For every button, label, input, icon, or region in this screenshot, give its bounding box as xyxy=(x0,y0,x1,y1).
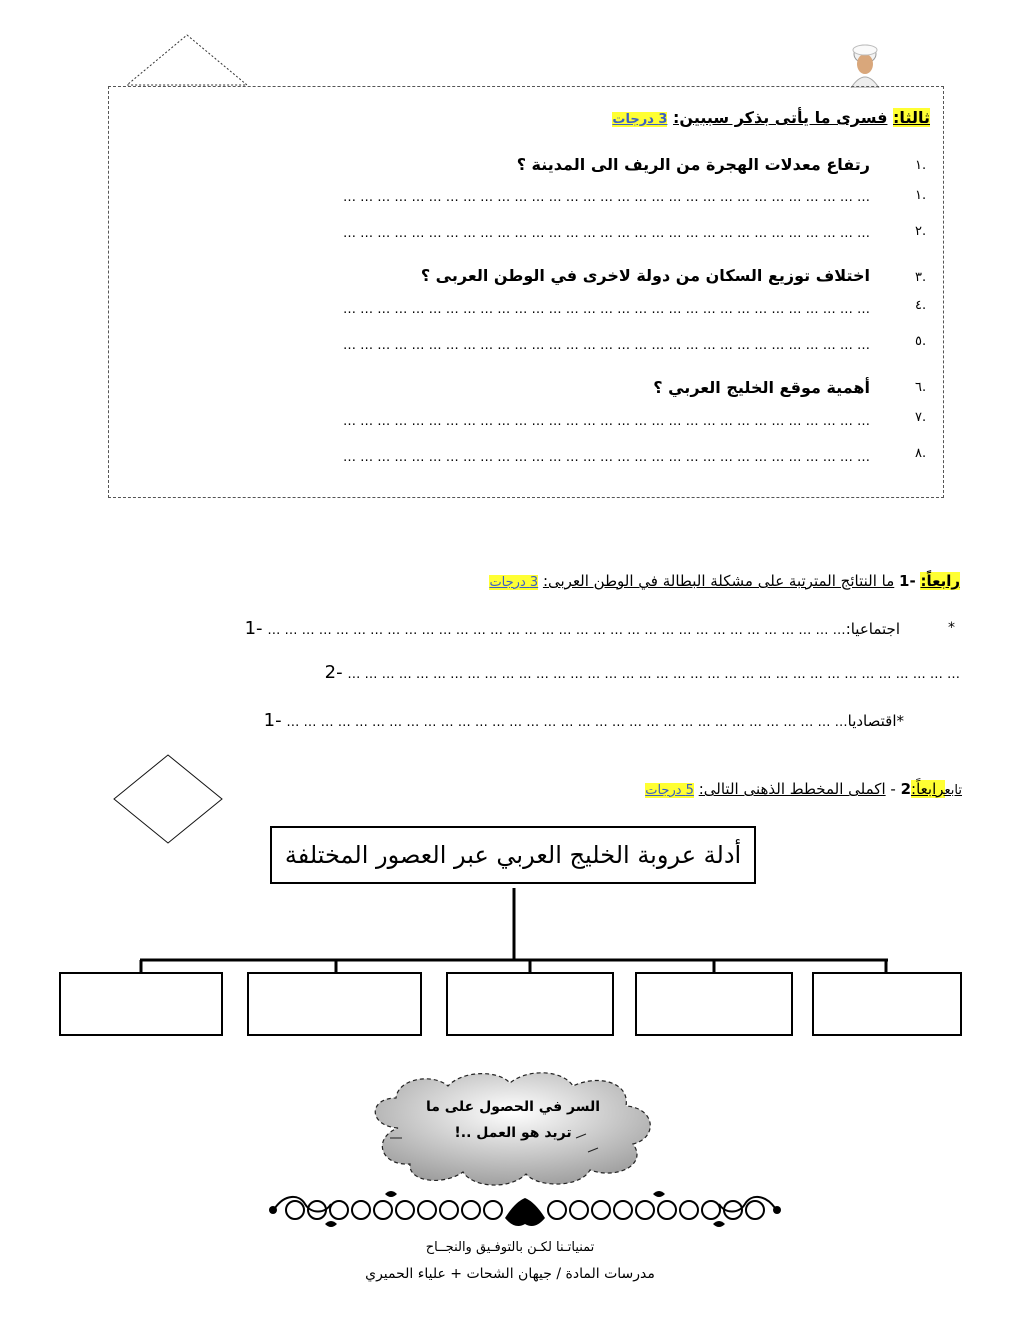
section4b-instruction: اكملى المخطط الذهنى التالى: xyxy=(698,780,886,798)
cloud-line-2: تريد هو العمل ..! xyxy=(454,1125,572,1141)
mindmap-answer-box[interactable] xyxy=(59,972,223,1036)
q1-text: رتفاع معدلات الهجرة من الريف الى المدينة ؟ xyxy=(516,155,870,174)
economic-label: *اقتصاديا xyxy=(847,712,904,730)
mindmap-answer-box[interactable] xyxy=(446,972,614,1036)
section4-qnum: -1 xyxy=(899,572,916,590)
section4-heading xyxy=(489,572,960,590)
answer-number: ٥. xyxy=(915,334,927,349)
section4b-label: رابعاً: xyxy=(911,780,945,798)
footer-line-1: تمنياتـنا لكـن بالتوفـيق والنجــاح xyxy=(425,1240,595,1255)
answer-line[interactable]: … … … … … … … … … … … … … … … … … … … … … … … … … … … … … … … xyxy=(343,414,870,429)
answer-line[interactable]: … … … … … … … … … … … … … … … … … … … … … … … … … … … … … … … … … xyxy=(286,715,848,730)
mindmap-title: أدلة عروبة الخليج العربي عبر العصور المختلفة xyxy=(284,841,742,869)
bullet-star: * xyxy=(948,620,955,636)
answer-line[interactable]: … … … … … … … … … … … … … … … … … … … … … … … … … … … … … … … xyxy=(343,190,870,205)
mindmap-answer-box[interactable] xyxy=(247,972,422,1036)
mindmap-answer-box[interactable] xyxy=(635,972,793,1036)
q2-text: اختلاف توزيع السكان من دولة لاخرى في الوطن العربى ؟ xyxy=(420,266,870,285)
answer-line[interactable]: … … … … … … … … … … … … … … … … … … … … … … … … … … … … … … … xyxy=(343,450,870,465)
ornament-divider xyxy=(265,1188,785,1234)
section3-label: ثالثا: xyxy=(893,108,930,127)
cloud-text xyxy=(418,1094,608,1146)
answer-number: ٧. xyxy=(915,410,927,425)
answer-line[interactable]: … … … … … … … … … … … … … … … … … … … … … … … … … … … … … … … … … … … … xyxy=(347,667,960,682)
answer-number: ٤. xyxy=(915,298,927,313)
section4-points: 3 درجات xyxy=(489,575,539,590)
footer-line-2: مدرسات المادة / جيهان الشحات + علياء الحميري xyxy=(365,1266,655,1282)
item-number: -1 xyxy=(244,618,263,639)
section3-points: 3 درجات xyxy=(612,112,668,127)
q1-number: ١. xyxy=(915,158,927,173)
answer-number: ٢. xyxy=(915,224,927,239)
answer-line[interactable]: … … … … … … … … … … … … … … … … … … … … … … … … … … … … … … … xyxy=(343,338,870,353)
decorative-diamond xyxy=(110,752,226,846)
item-number: -2 xyxy=(324,662,343,683)
answer-line[interactable]: … … … … … … … … … … … … … … … … … … … … … … … … … … … … … … … xyxy=(343,302,870,317)
section4b-points: 5 درجات xyxy=(645,783,694,798)
section4b-dash: - xyxy=(890,780,896,798)
social-line-1 xyxy=(245,618,900,639)
q2-number: ٣. xyxy=(915,270,927,285)
q3-number: ٦. xyxy=(915,380,927,395)
section3-heading xyxy=(612,108,930,127)
q3-text: أهمية موقع الخليج العربي ؟ xyxy=(653,378,870,397)
section3-box xyxy=(108,86,944,498)
section3-title: فسرى ما يأتى بذكر سببين: xyxy=(673,108,888,127)
section4b-num: 2 xyxy=(900,780,912,798)
social-label: اجتماعيا: xyxy=(845,620,900,638)
portrait-icon xyxy=(845,40,885,88)
item-number: -1 xyxy=(263,710,282,731)
section4-question: ما النتائج المترتبة على مشكلة البطالة في الوطن العربى: xyxy=(542,572,895,590)
section4-label: رابعاً: xyxy=(920,572,960,590)
answer-number: ١. xyxy=(915,188,927,203)
answer-number: ٨. xyxy=(915,446,927,461)
decorative-diamond-top xyxy=(125,30,255,90)
social-line-2 xyxy=(325,662,960,683)
section4b-prefix: تابع xyxy=(944,783,962,798)
economic-line xyxy=(264,710,904,731)
mindmap-title-box xyxy=(270,826,756,884)
answer-line[interactable]: … … … … … … … … … … … … … … … … … … … … … … … … … … … … … … … xyxy=(343,226,870,241)
answer-line[interactable]: … … … … … … … … … … … … … … … … … … … … … … … … … … … … … … … … … … xyxy=(267,623,846,638)
cloud-line-1: السر في الحصول على ما xyxy=(425,1099,601,1115)
mindmap-connectors xyxy=(0,884,1020,974)
section4b-heading xyxy=(645,780,962,798)
mindmap-answer-box[interactable] xyxy=(812,972,962,1036)
